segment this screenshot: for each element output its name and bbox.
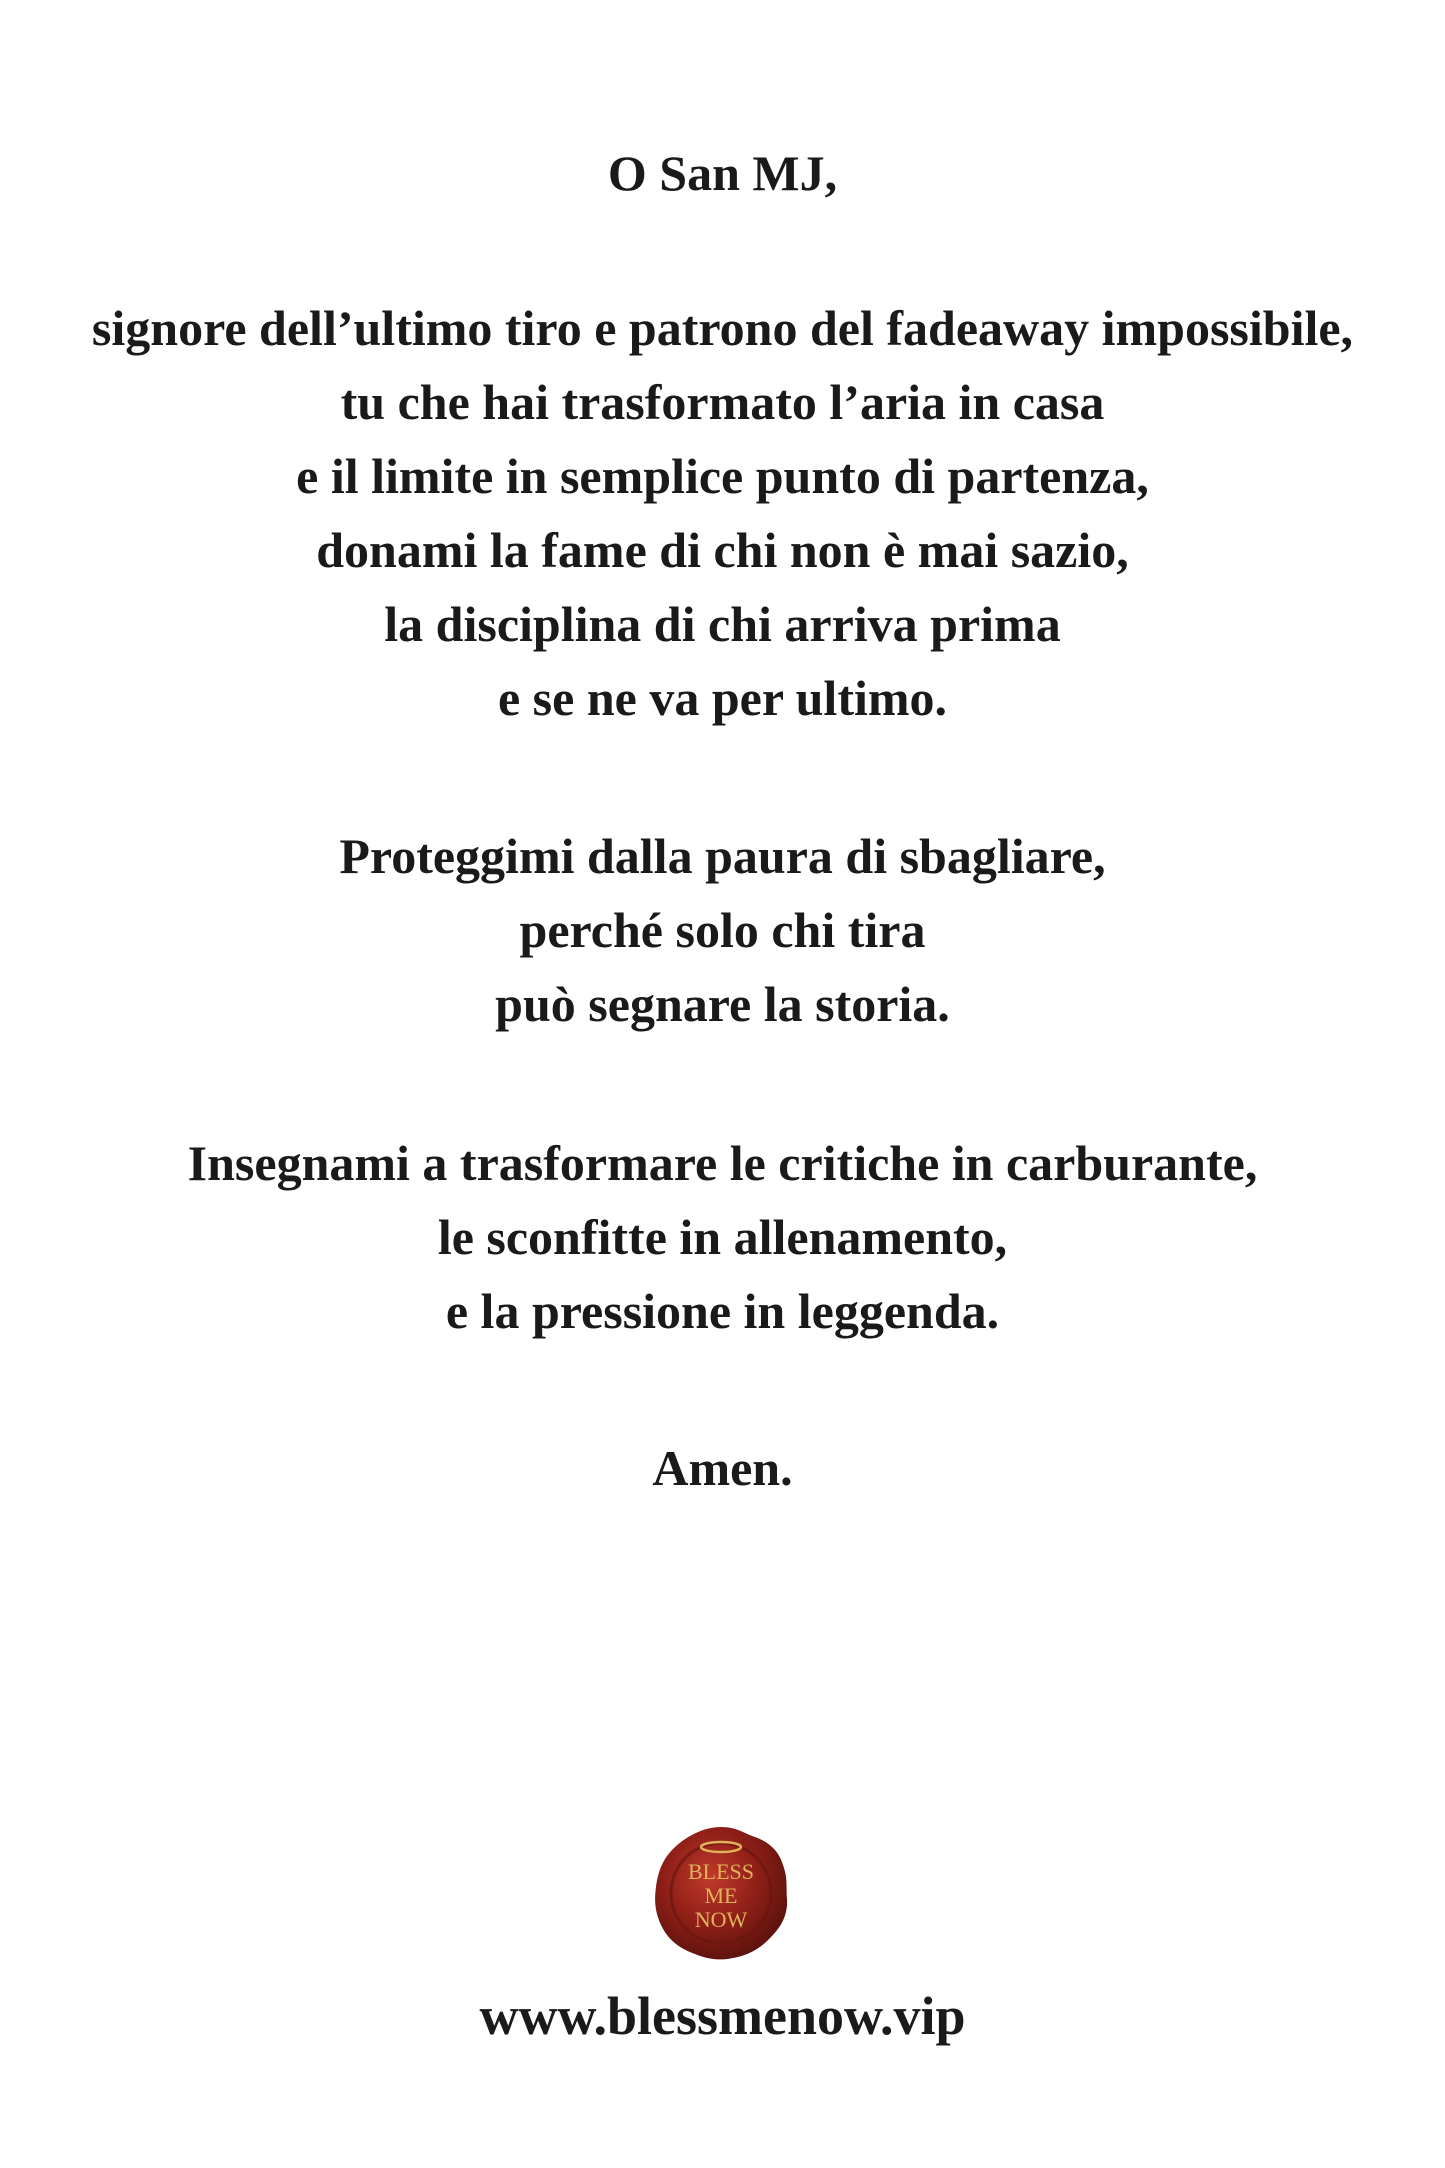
seal-text: ME bbox=[704, 1883, 738, 1908]
prayer-line: e il limite in semplice punto di partenza, bbox=[296, 448, 1149, 504]
prayer-opening: O San MJ, bbox=[607, 145, 838, 201]
prayer-line: Proteggimi dalla paura di sbagliare, bbox=[339, 828, 1106, 884]
prayer-line: le sconfitte in allenamento, bbox=[437, 1209, 1008, 1265]
website-url[interactable]: www.blessmenow.vip bbox=[479, 1986, 966, 2046]
prayer-line: e se ne va per ultimo. bbox=[497, 670, 948, 726]
prayer-line: perché solo chi tira bbox=[519, 902, 926, 958]
seal-text: BLESS bbox=[687, 1859, 755, 1884]
prayer-line: la disciplina di chi arriva prima bbox=[384, 596, 1061, 652]
prayer-line: e la pressione in leggenda. bbox=[445, 1283, 1000, 1339]
seal-text: NOW bbox=[694, 1907, 748, 1932]
prayer-line: può segnare la storia. bbox=[495, 976, 950, 1032]
prayer-line: donami la fame di chi non è mai sazio, bbox=[316, 522, 1129, 578]
prayer-line: tu che hai trasformato l’aria in casa bbox=[340, 374, 1105, 430]
prayer-line: signore dell’ultimo tiro e patrono del fadeaway impossibile, bbox=[91, 300, 1354, 356]
prayer-line: Insegnami a trasformare le critiche in carburante, bbox=[187, 1135, 1258, 1191]
wax-seal-icon bbox=[651, 1823, 791, 1963]
bless-me-now-seal-logo bbox=[651, 1823, 791, 1963]
prayer-closing: Amen. bbox=[652, 1440, 793, 1496]
